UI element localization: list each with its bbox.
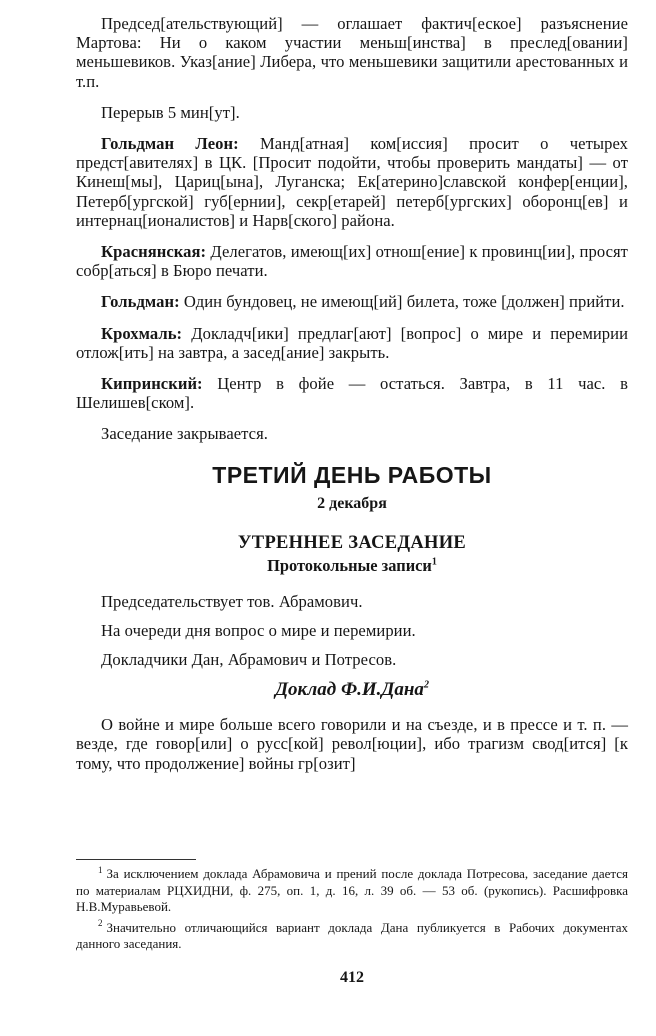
paragraph-text: Перерыв 5 мин[ут]. xyxy=(101,102,240,122)
page-number: 412 xyxy=(340,969,364,986)
session-subtitle xyxy=(76,556,628,576)
speaker-name: Краснянская: xyxy=(101,242,207,262)
footnote-text: Значительно отличающийся вариант доклада Дана публикуется в Рабочих документах данного заседания. xyxy=(76,919,628,951)
paragraph-kiprinsky xyxy=(76,374,628,412)
paragraph-speakers xyxy=(76,650,628,669)
day-date: 2 декабря xyxy=(317,494,387,512)
paragraph-text: Манд[атная] ком[иссия] просит о четырех предст[авителях] в ЦК. [Просит подойти, чтобы проверить мандаты] — от Кинеш[мы], Цариц[ына], Луганска; Ек[атерино]славской конфер[енции], Петерб[ургской] губ[ернии], секр[етарей] петерб[ургских] оборонц[ев] и интернац[ионалистов] и Нарв[ского] района. xyxy=(76,134,628,230)
session-title: УТРЕННЕЕ ЗАСЕДАНИЕ xyxy=(237,532,467,553)
footnote-text: За исключением доклада Абрамовича и прений после доклада Потресова, заседание дается по материалам РЦХИДНИ, ф. 275, оп. 1, д. 16, л. 39 об. — 53 об. (рукопись). Расшифровка Н.В.Муравьевой. xyxy=(76,866,628,914)
paragraph-text: Заседание закрывается. xyxy=(101,424,268,444)
paragraph-text: Докладч[ики] предлаг[ают] [вопрос] о мире и перемирии отлож[ить] на завтра, а засед[ание] закрыть. xyxy=(76,323,629,362)
paragraph-agenda xyxy=(76,621,628,640)
footnote-ref: 2 xyxy=(423,679,429,691)
paragraph-chaired-by xyxy=(76,592,628,611)
footnote xyxy=(76,920,628,953)
session-subtitle-text: Протокольные записи xyxy=(267,555,432,575)
report-title xyxy=(76,679,628,701)
paragraph-krokhmal xyxy=(76,324,628,362)
paragraph-session-closed xyxy=(76,424,628,443)
speaker-name: Гольдман: xyxy=(101,292,180,312)
paragraph-goldman-leon xyxy=(76,134,628,230)
paragraph-text: Докладчики Дан, Абрамович и Потресов. xyxy=(101,650,397,670)
paragraph-chairman-announcement xyxy=(76,14,628,91)
paragraph-text: О войне и мире больше всего говорили и на съезде, и в прессе и т. п. — везде, где говор[или] о русс[кой] револ[юции], ибо трагизм свод[ится] [к тому, что продолжение] войны гр[озит] xyxy=(76,715,628,773)
footnotes-section xyxy=(76,859,628,957)
paragraph-text: Председ[ательствующий] — оглашает фактич[еское] разъяснение Мартова: Ни о каком участии меньш[инства] в преслед[овании] меньшевиков. Указ[ание] Либера, что меньшевики защитили арестованных и т.п. xyxy=(76,14,628,91)
footnote xyxy=(76,866,628,916)
day-title: ТРЕТИЙ ДЕНЬ РАБОТЫ xyxy=(212,461,492,488)
paragraph-break-announcement xyxy=(76,103,628,122)
paragraph-report-text xyxy=(76,715,628,773)
footnote-divider xyxy=(76,859,196,860)
footnote-mark: 1 xyxy=(98,864,103,875)
paragraph-text: Делегатов, имеющ[их] отнош[ение] к провинц[ии], просят собр[аться] в Бюро печати. xyxy=(76,242,628,281)
footnote-mark: 2 xyxy=(98,918,103,929)
footnote-ref: 1 xyxy=(431,556,437,568)
paragraph-text: На очереди дня вопрос о мире и перемирии. xyxy=(101,620,416,640)
paragraph-krasnyanskaya xyxy=(76,242,628,280)
paragraph-text: Центр в фойе — остаться. Завтра, в 11 час. в Шелишев[ском]. xyxy=(76,374,628,413)
speaker-name: Гольдман Леон: xyxy=(101,134,239,154)
paragraph-text: Председательствует тов. Абрамович. xyxy=(101,591,363,611)
paragraph-goldman xyxy=(76,292,628,311)
speaker-name: Кипринский: xyxy=(101,374,203,394)
report-title-text: Доклад Ф.И.Дана xyxy=(275,679,424,701)
book-page xyxy=(76,14,628,1024)
paragraph-text: Один бундовец, не имеющ[ий] билета, тоже [должен] прийти. xyxy=(183,292,625,312)
speaker-name: Крохмаль: xyxy=(101,323,183,343)
